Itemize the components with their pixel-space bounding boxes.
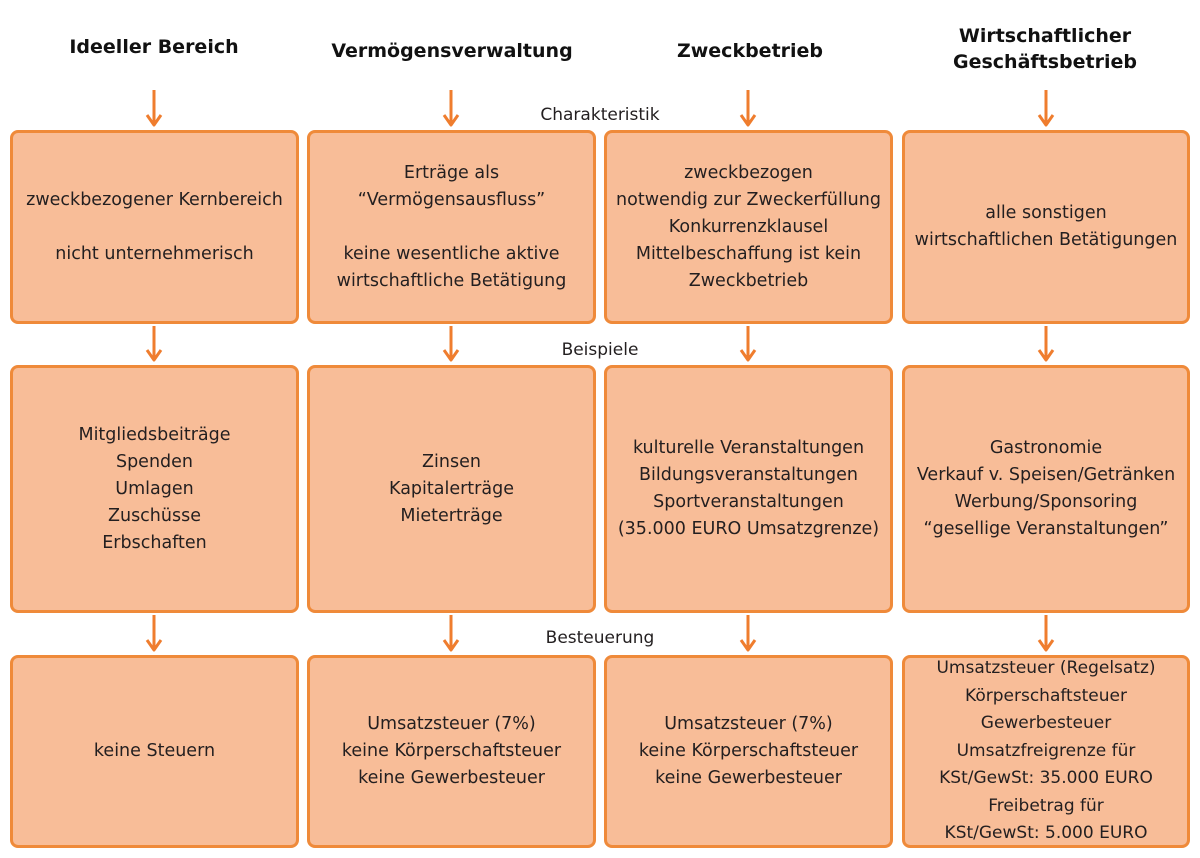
box-text-line: Umsatzsteuer (Regelsatz) (936, 658, 1156, 679)
box-taxation-wirtschaftlicher-geschaeftsbetrieb (902, 655, 1190, 848)
box-examples-ideeller-bereich (10, 365, 299, 613)
box-text-line: Mieterträge (400, 505, 503, 526)
row-label-beispiele: Beispiele (561, 340, 639, 360)
box-text-line: Erträge als (403, 162, 500, 183)
box-text-line: Erbschaften (102, 532, 207, 553)
box-text-line: notwendig zur Zweckerfüllung (616, 189, 881, 210)
box-examples-vermoegensverwaltung (307, 365, 596, 613)
box-text-line: Werbung/Sponsoring (954, 492, 1138, 512)
box-text-line: Bildungsveranstaltungen (639, 465, 858, 485)
column-header-line: Ideeller Bereich (69, 36, 239, 58)
box-text-line: nicht unternehmerisch (55, 243, 254, 264)
box-text-line: keine Gewerbesteuer (655, 768, 842, 788)
column-header-zweckbetrieb (630, 38, 870, 64)
column-header-ideeller-bereich (34, 34, 274, 60)
column-header-line: Vermögensverwaltung (331, 40, 573, 62)
box-examples-zweckbetrieb (604, 365, 893, 613)
box-text-line: (35.000 EURO Umsatzgrenze) (617, 519, 880, 539)
box-text-line: wirtschaftlichen Betätigungen (914, 230, 1178, 250)
box-text-line: Sportveranstaltungen (653, 492, 844, 512)
box-text-line: Spenden (115, 451, 194, 472)
column-header-line: Zweckbetrieb (676, 40, 824, 62)
box-text-line: keine Gewerbesteuer (358, 768, 545, 788)
box-text-line: kulturelle Veranstaltungen (632, 438, 865, 458)
box-taxation-ideeller-bereich (10, 655, 299, 848)
row-label-besteuerung: Besteuerung (545, 628, 655, 648)
box-text-line: “gesellige Veranstaltungen” (923, 519, 1169, 539)
row-label-charakteristik: Charakteristik (540, 105, 660, 125)
box-text-line: alle sonstigen (985, 203, 1107, 223)
box-text-line: Umlagen (115, 478, 194, 499)
box-text-line: Mitgliedsbeiträge (78, 424, 231, 445)
box-text-line: Mittelbeschaffung ist kein (635, 243, 862, 264)
box-text-line: Gastronomie (989, 438, 1103, 458)
box-characteristic-zweckbetrieb (604, 130, 893, 324)
box-text-line: keine Körperschaftsteuer (341, 741, 562, 761)
box-text-line: keine Körperschaftsteuer (638, 741, 859, 761)
box-text-line: Freibetrag für (988, 795, 1104, 816)
box-text-line: “Vermögensausfluss” (357, 189, 546, 210)
box-text-line: zweckbezogen (684, 162, 813, 183)
box-text-line: Zweckbetrieb (688, 270, 809, 291)
box-text-line: Umsatzfreigrenze für (956, 740, 1136, 761)
column-header-line: Geschäftsbetrieb (953, 51, 1137, 73)
box-characteristic-ideeller-bereich (10, 130, 299, 324)
box-text-line: Körperschaftsteuer (965, 685, 1127, 706)
box-text-line: Umsatzsteuer (7%) (367, 714, 536, 734)
box-text-line: Umsatzsteuer (7%) (664, 714, 833, 734)
box-examples-wirtschaftlicher-geschaeftsbetrieb (902, 365, 1190, 613)
column-header-vermoegensverwaltung (322, 38, 582, 64)
box-text-line: zweckbezogener Kernbereich (26, 189, 283, 210)
box-text-line: Zinsen (422, 451, 481, 472)
box-characteristic-vermoegensverwaltung (307, 130, 596, 324)
box-taxation-vermoegensverwaltung (307, 655, 596, 848)
box-text-line: KSt/GewSt: 35.000 EURO (939, 768, 1153, 789)
column-header-wirtschaftlicher-geschaeftsbetrieb (920, 23, 1170, 75)
box-text-line: Gewerbesteuer (980, 713, 1112, 734)
box-text-line: keine wesentliche aktive (343, 243, 560, 264)
box-text-line: keine Steuern (93, 741, 216, 761)
column-header-line: Wirtschaftlicher (958, 25, 1132, 47)
box-text-line: wirtschaftliche Betätigung (336, 270, 567, 291)
box-text-line: KSt/GewSt: 5.000 EURO (944, 823, 1148, 844)
box-text-line: Verkauf v. Speisen/Getränken (916, 465, 1176, 485)
box-characteristic-wirtschaftlicher-geschaeftsbetrieb (902, 130, 1190, 324)
box-text-line: Zuschüsse (107, 505, 201, 526)
box-text-line: Konkurrenzklausel (668, 216, 829, 237)
box-text-line: Kapitalerträge (389, 478, 514, 499)
box-taxation-zweckbetrieb (604, 655, 893, 848)
